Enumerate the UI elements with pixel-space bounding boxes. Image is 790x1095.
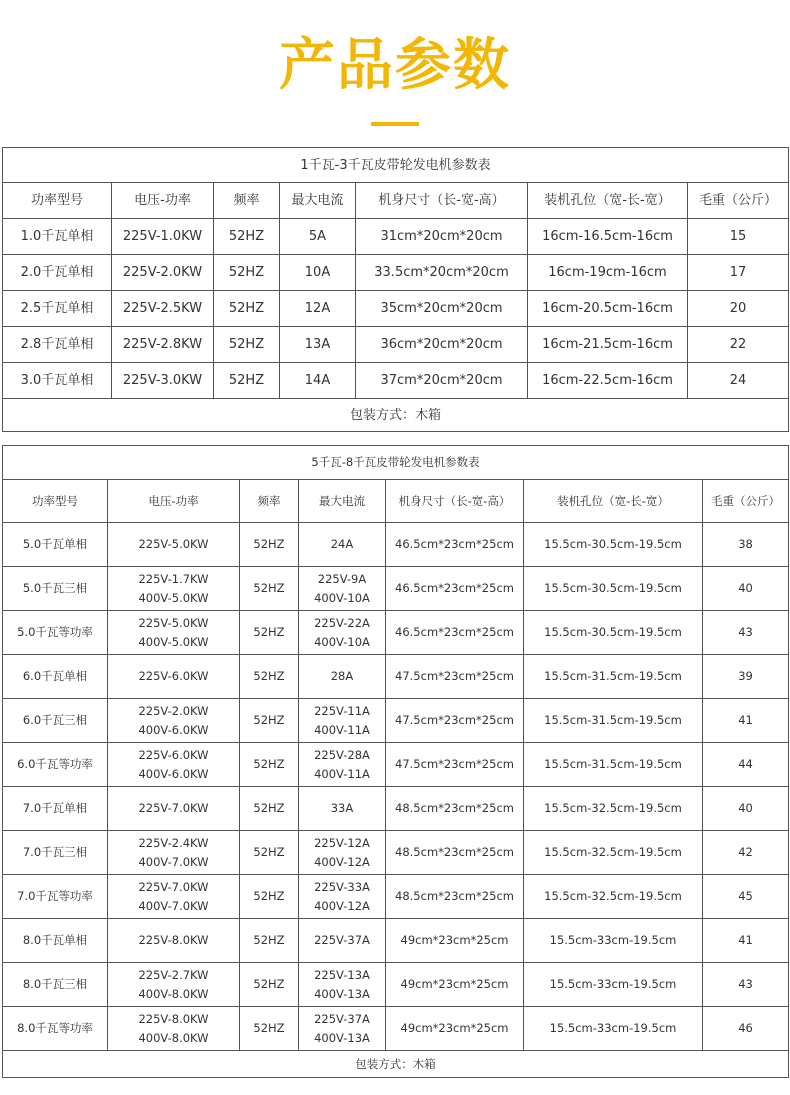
frequency-cell: 52HZ [240, 523, 299, 567]
spec-table-1kw-3kw [2, 147, 789, 432]
table-row [3, 963, 789, 1007]
column-header: 毛重（公斤） [703, 480, 789, 523]
table-cell: 10A [280, 255, 356, 291]
title-underline [371, 122, 419, 126]
gross-weight-cell: 40 [703, 787, 789, 831]
gross-weight-cell: 44 [703, 743, 789, 787]
mount-holes-cell: 15.5cm-31.5cm-19.5cm [524, 655, 703, 699]
model-cell: 5.0千瓦等功率 [3, 611, 108, 655]
table-cell: 52HZ [214, 327, 280, 363]
frequency-cell: 52HZ [240, 567, 299, 611]
cell-line: 225V-5.0KW [138, 615, 209, 630]
model-cell: 8.0千瓦三相 [3, 963, 108, 1007]
mount-holes-cell: 15.5cm-32.5cm-19.5cm [524, 787, 703, 831]
table-cell: 31cm*20cm*20cm [356, 219, 528, 255]
packaging-note: 包装方式：木箱 [3, 399, 789, 432]
max-current-cell [299, 1007, 386, 1051]
table-cell: 33.5cm*20cm*20cm [356, 255, 528, 291]
column-header: 最大电流 [280, 183, 356, 219]
body-size-cell: 47.5cm*23cm*25cm [386, 655, 524, 699]
table-row [3, 567, 789, 611]
packaging-note: 包装方式：木箱 [3, 1051, 789, 1078]
table-cell: 22 [688, 327, 789, 363]
cell-line: 400V-12A [314, 854, 370, 869]
model-cell: 8.0千瓦等功率 [3, 1007, 108, 1051]
column-header: 装机孔位（宽-长-宽） [524, 480, 703, 523]
table-row [3, 327, 789, 363]
table-row [3, 787, 789, 831]
table-row [3, 831, 789, 875]
cell-line: 400V-7.0KW [138, 898, 209, 913]
gross-weight-cell: 41 [703, 699, 789, 743]
table-cell: 16cm-19cm-16cm [528, 255, 688, 291]
table-row [3, 655, 789, 699]
cell-line: 400V-7.0KW [138, 854, 209, 869]
table-caption: 5千瓦-8千瓦皮带轮发电机参数表 [3, 446, 789, 480]
model-cell: 6.0千瓦单相 [3, 655, 108, 699]
cell-line: 225V-2.7KW [138, 967, 209, 982]
cell-line: 225V-1.7KW [138, 571, 209, 586]
cell-line: 225V-6.0KW [138, 747, 209, 762]
table-cell: 52HZ [214, 255, 280, 291]
cell-line: 400V-13A [314, 986, 370, 1001]
voltage-power-cell [108, 611, 240, 655]
cell-line: 33A [330, 801, 354, 815]
table-cell: 2.8千瓦单相 [3, 327, 112, 363]
table-header-row [3, 480, 789, 523]
table-cell: 16cm-21.5cm-16cm [528, 327, 688, 363]
voltage-power-cell [108, 875, 240, 919]
gross-weight-cell: 38 [703, 523, 789, 567]
max-current-cell [299, 919, 386, 963]
model-cell: 7.0千瓦等功率 [3, 875, 108, 919]
table-row [3, 363, 789, 399]
gross-weight-cell: 43 [703, 963, 789, 1007]
column-header: 电压-功率 [108, 480, 240, 523]
voltage-power-cell [108, 1007, 240, 1051]
frequency-cell: 52HZ [240, 875, 299, 919]
body-size-cell: 49cm*23cm*25cm [386, 919, 524, 963]
table-cell: 12A [280, 291, 356, 327]
column-header: 功率型号 [3, 480, 108, 523]
model-cell: 7.0千瓦单相 [3, 787, 108, 831]
max-current-cell [299, 655, 386, 699]
column-header: 毛重（公斤） [688, 183, 789, 219]
table-cell: 17 [688, 255, 789, 291]
cell-line: 225V-37A [314, 1011, 370, 1026]
table-row [3, 255, 789, 291]
mount-holes-cell: 15.5cm-30.5cm-19.5cm [524, 611, 703, 655]
column-header: 功率型号 [3, 183, 112, 219]
table-cell: 3.0千瓦单相 [3, 363, 112, 399]
voltage-power-cell [108, 655, 240, 699]
table-cell: 225V-2.0KW [112, 255, 214, 291]
max-current-cell [299, 963, 386, 1007]
cell-line: 400V-12A [314, 898, 370, 913]
body-size-cell: 47.5cm*23cm*25cm [386, 699, 524, 743]
table-cell: 20 [688, 291, 789, 327]
cell-line: 225V-2.4KW [138, 835, 209, 850]
voltage-power-cell [108, 523, 240, 567]
table-cell: 13A [280, 327, 356, 363]
model-cell: 8.0千瓦单相 [3, 919, 108, 963]
frequency-cell: 52HZ [240, 743, 299, 787]
frequency-cell: 52HZ [240, 831, 299, 875]
cell-line: 225V-37A [314, 933, 370, 947]
body-size-cell: 49cm*23cm*25cm [386, 1007, 524, 1051]
table-row [3, 1007, 789, 1051]
voltage-power-cell [108, 787, 240, 831]
voltage-power-cell [108, 831, 240, 875]
frequency-cell: 52HZ [240, 611, 299, 655]
frequency-cell: 52HZ [240, 655, 299, 699]
column-header: 装机孔位（宽-长-宽） [528, 183, 688, 219]
cell-line: 225V-8.0KW [138, 1011, 209, 1026]
gross-weight-cell: 42 [703, 831, 789, 875]
max-current-cell [299, 831, 386, 875]
table-cell: 225V-1.0KW [112, 219, 214, 255]
mount-holes-cell: 15.5cm-30.5cm-19.5cm [524, 567, 703, 611]
table-cell: 36cm*20cm*20cm [356, 327, 528, 363]
cell-line: 225V-12A [314, 835, 370, 850]
table-cell: 1.0千瓦单相 [3, 219, 112, 255]
cell-line: 400V-10A [314, 634, 370, 649]
gross-weight-cell: 46 [703, 1007, 789, 1051]
model-cell: 7.0千瓦三相 [3, 831, 108, 875]
table-row [3, 699, 789, 743]
table-cell: 2.5千瓦单相 [3, 291, 112, 327]
table-cell: 16cm-22.5cm-16cm [528, 363, 688, 399]
table-row [3, 743, 789, 787]
model-cell: 6.0千瓦三相 [3, 699, 108, 743]
cell-line: 400V-8.0KW [138, 986, 209, 1001]
model-cell: 5.0千瓦单相 [3, 523, 108, 567]
table-row [3, 919, 789, 963]
table-cell: 52HZ [214, 219, 280, 255]
body-size-cell: 46.5cm*23cm*25cm [386, 567, 524, 611]
table-row [3, 611, 789, 655]
table-cell: 37cm*20cm*20cm [356, 363, 528, 399]
table-cell: 15 [688, 219, 789, 255]
frequency-cell: 52HZ [240, 1007, 299, 1051]
table-cell: 5A [280, 219, 356, 255]
voltage-power-cell [108, 919, 240, 963]
cell-line: 225V-8.0KW [138, 933, 209, 947]
table-caption: 1千瓦-3千瓦皮带轮发电机参数表 [3, 148, 789, 183]
cell-line: 225V-33A [314, 879, 370, 894]
packaging-row [3, 399, 789, 432]
max-current-cell [299, 611, 386, 655]
body-size-cell: 46.5cm*23cm*25cm [386, 523, 524, 567]
body-size-cell: 49cm*23cm*25cm [386, 963, 524, 1007]
cell-line: 400V-11A [314, 722, 370, 737]
cell-line: 24A [330, 537, 354, 551]
cell-line: 400V-8.0KW [138, 1030, 209, 1045]
cell-line: 400V-13A [314, 1030, 370, 1045]
column-header: 电压-功率 [112, 183, 214, 219]
cell-line: 225V-9A [317, 571, 367, 586]
table-cell: 52HZ [214, 363, 280, 399]
voltage-power-cell [108, 567, 240, 611]
max-current-cell [299, 743, 386, 787]
body-size-cell: 48.5cm*23cm*25cm [386, 787, 524, 831]
cell-line: 28A [330, 669, 354, 683]
frequency-cell: 52HZ [240, 699, 299, 743]
table-row [3, 875, 789, 919]
column-header: 频率 [240, 480, 299, 523]
mount-holes-cell: 15.5cm-32.5cm-19.5cm [524, 831, 703, 875]
cell-line: 225V-2.0KW [138, 703, 209, 718]
column-header: 频率 [214, 183, 280, 219]
voltage-power-cell [108, 963, 240, 1007]
model-cell: 6.0千瓦等功率 [3, 743, 108, 787]
cell-line: 400V-6.0KW [138, 766, 209, 781]
column-header: 最大电流 [299, 480, 386, 523]
max-current-cell [299, 875, 386, 919]
table-row [3, 219, 789, 255]
table-cell: 35cm*20cm*20cm [356, 291, 528, 327]
body-size-cell: 48.5cm*23cm*25cm [386, 831, 524, 875]
table-row [3, 291, 789, 327]
table-cell: 52HZ [214, 291, 280, 327]
mount-holes-cell: 15.5cm-33cm-19.5cm [524, 1007, 703, 1051]
column-header: 机身尺寸（长-宽-高） [386, 480, 524, 523]
mount-holes-cell: 15.5cm-30.5cm-19.5cm [524, 523, 703, 567]
frequency-cell: 52HZ [240, 919, 299, 963]
gross-weight-cell: 39 [703, 655, 789, 699]
max-current-cell [299, 567, 386, 611]
max-current-cell [299, 699, 386, 743]
cell-line: 400V-11A [314, 766, 370, 781]
frequency-cell: 52HZ [240, 963, 299, 1007]
column-header: 机身尺寸（长-宽-高） [356, 183, 528, 219]
body-size-cell: 47.5cm*23cm*25cm [386, 743, 524, 787]
voltage-power-cell [108, 699, 240, 743]
spec-table-5kw-8kw [2, 445, 789, 1078]
mount-holes-cell: 15.5cm-31.5cm-19.5cm [524, 699, 703, 743]
table-cell: 24 [688, 363, 789, 399]
cell-line: 225V-7.0KW [138, 801, 209, 815]
cell-line: 225V-13A [314, 967, 370, 982]
packaging-row [3, 1051, 789, 1078]
model-cell: 5.0千瓦三相 [3, 567, 108, 611]
cell-line: 225V-11A [314, 703, 370, 718]
mount-holes-cell: 15.5cm-32.5cm-19.5cm [524, 875, 703, 919]
body-size-cell: 48.5cm*23cm*25cm [386, 875, 524, 919]
cell-line: 400V-5.0KW [138, 634, 209, 649]
max-current-cell [299, 787, 386, 831]
table-cell: 16cm-16.5cm-16cm [528, 219, 688, 255]
voltage-power-cell [108, 743, 240, 787]
cell-line: 225V-28A [314, 747, 370, 762]
mount-holes-cell: 15.5cm-33cm-19.5cm [524, 919, 703, 963]
cell-line: 225V-6.0KW [138, 669, 209, 683]
frequency-cell: 52HZ [240, 787, 299, 831]
table-cell: 225V-3.0KW [112, 363, 214, 399]
body-size-cell: 46.5cm*23cm*25cm [386, 611, 524, 655]
table-cell: 16cm-20.5cm-16cm [528, 291, 688, 327]
cell-line: 400V-6.0KW [138, 722, 209, 737]
gross-weight-cell: 41 [703, 919, 789, 963]
cell-line: 225V-22A [314, 615, 370, 630]
max-current-cell [299, 523, 386, 567]
table-cell: 2.0千瓦单相 [3, 255, 112, 291]
cell-line: 225V-5.0KW [138, 537, 209, 551]
gross-weight-cell: 45 [703, 875, 789, 919]
table-header-row [3, 183, 789, 219]
table-row [3, 523, 789, 567]
table-cell: 14A [280, 363, 356, 399]
gross-weight-cell: 43 [703, 611, 789, 655]
mount-holes-cell: 15.5cm-31.5cm-19.5cm [524, 743, 703, 787]
table-cell: 225V-2.8KW [112, 327, 214, 363]
cell-line: 400V-10A [314, 590, 370, 605]
table-cell: 225V-2.5KW [112, 291, 214, 327]
cell-line: 400V-5.0KW [138, 590, 209, 605]
cell-line: 225V-7.0KW [138, 879, 209, 894]
gross-weight-cell: 40 [703, 567, 789, 611]
mount-holes-cell: 15.5cm-33cm-19.5cm [524, 963, 703, 1007]
page-title: 产品参数 [279, 33, 511, 98]
